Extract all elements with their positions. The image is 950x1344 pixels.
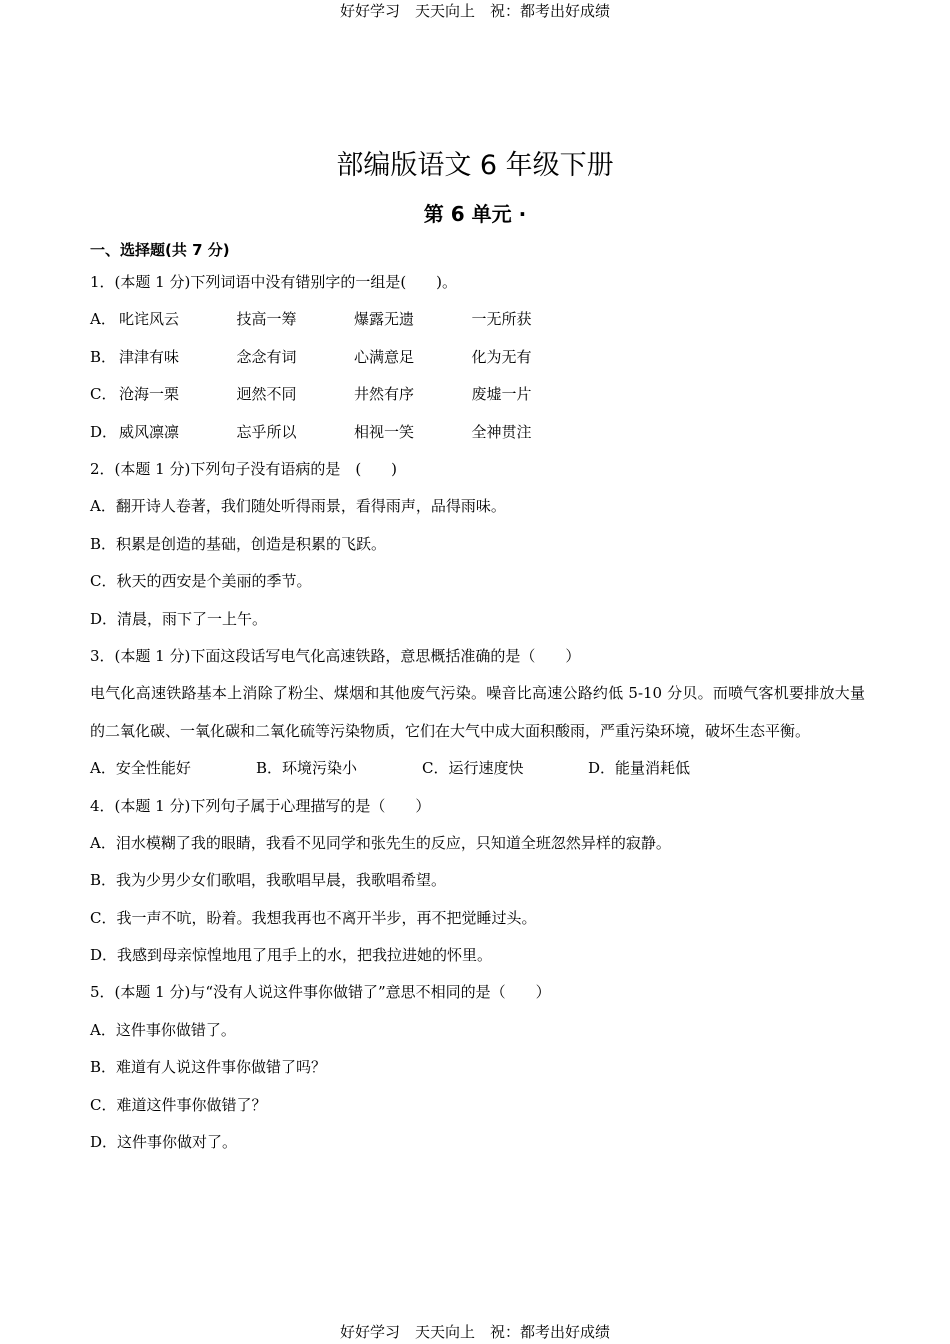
option-letter: A． <box>90 310 116 329</box>
question-1-option-a <box>90 301 865 338</box>
option-word: 津津有味 <box>119 347 180 366</box>
option-word: 技高一筹 <box>236 310 297 329</box>
question-3-option-c: C．运行速度快 <box>422 759 524 778</box>
option-word: 爆露无遗 <box>354 310 415 329</box>
question-4-option-d: D．我感到母亲惊惶地甩了甩手上的水，把我拉进她的怀里。 <box>90 946 493 965</box>
option-word: 迥然不同 <box>236 385 297 404</box>
question-3-option-d: D．能量消耗低 <box>588 759 691 778</box>
option-word: 相视一笑 <box>354 422 415 441</box>
header-motto: 好好学习 天天向上 祝：都考出好成绩 <box>339 2 610 20</box>
option-word: 化为无有 <box>471 347 532 366</box>
question-1-option-d <box>90 414 865 451</box>
option-word: 叱诧风云 <box>119 310 180 329</box>
question-3-option-a: A．安全性能好 <box>90 759 191 778</box>
option-letter: C． <box>90 385 117 404</box>
option-word: 井然有序 <box>354 385 415 404</box>
question-5-option-b: B．难道有人说这件事你做错了吗？ <box>90 1058 327 1077</box>
option-word: 忘乎所以 <box>236 422 297 441</box>
question-5-stem: 5．(本题 1 分)与“没有人说这件事你做错了”意思不相同的是（ ） <box>90 983 551 1002</box>
question-2-option-d: D．清晨，雨下了一上午。 <box>90 609 268 628</box>
option-letter: D． <box>90 422 118 441</box>
question-4-option-b: B．我为少男少女们歌唱，我歌唱早晨，我歌唱希望。 <box>90 871 447 890</box>
question-4-option-c: C．我一声不吭，盼着。我想我再也不离开半步，再不把觉睡过头。 <box>90 908 537 927</box>
option-word: 废墟一片 <box>471 385 532 404</box>
option-word: 威风凛凛 <box>119 422 180 441</box>
question-5-option-d: D．这件事你做对了。 <box>90 1133 238 1152</box>
section-heading: 一、选择题(共 7 分) <box>90 241 230 259</box>
question-2-option-c: C．秋天的西安是个美丽的季节。 <box>90 572 312 591</box>
question-5-option-c: C．难道这件事你做错了？ <box>90 1095 267 1114</box>
document-title: 部编版语文 6 年级下册 <box>336 150 614 181</box>
footer-motto: 好好学习 天天向上 祝：都考出好成绩 <box>339 1323 610 1341</box>
question-3-stem: 3．(本题 1 分)下面这段话写电气化高速铁路，意思概括准确的是（ ） <box>90 646 581 665</box>
question-3-option-b: B．环境污染小 <box>256 759 358 778</box>
option-letter: B． <box>90 347 117 366</box>
option-word: 全神贯注 <box>471 422 532 441</box>
question-2-option-b: B．积累是创造的基础，创造是积累的飞跃。 <box>90 534 387 553</box>
question-1-option-c <box>90 376 865 413</box>
question-2-option-a: A．翻开诗人卷著，我们随处听得雨景，看得雨声，品得雨味。 <box>90 497 506 516</box>
question-5-option-a: A．这件事你做错了。 <box>90 1020 236 1039</box>
question-4-stem: 4．(本题 1 分)下列句子属于心理描写的是（ ） <box>90 796 431 815</box>
question-3-passage: 电气化高速铁路基本上消除了粉尘、煤烟和其他废气污染。噪音比高速公路约低 5-10 分贝。而喷气客机要排放大量的二氧化碳、一氧化碳和二氧化硫等污染物质，它们在大气中成大面积酸雨，严重污染环境，破坏生态平衡。 <box>90 684 865 740</box>
question-1-stem: 1．(本题 1 分)下列词语中没有错别字的一组是( )。 <box>90 273 458 291</box>
question-2-stem: 2．(本题 1 分)下列句子没有语病的是 ( ) <box>90 459 398 478</box>
document-subtitle: 第 6 单元 · <box>423 202 527 226</box>
option-word: 一无所获 <box>471 310 532 329</box>
question-4-option-a: A．泪水模糊了我的眼睛，我看不见同学和张先生的反应，只知道全班忽然异样的寂静。 <box>90 833 671 852</box>
exam-content <box>90 236 865 1161</box>
question-1-option-b <box>90 339 865 376</box>
option-word: 心满意足 <box>354 347 415 366</box>
option-word: 念念有词 <box>236 347 297 366</box>
question-3-options <box>90 750 865 787</box>
option-word: 沧海一栗 <box>119 385 180 404</box>
